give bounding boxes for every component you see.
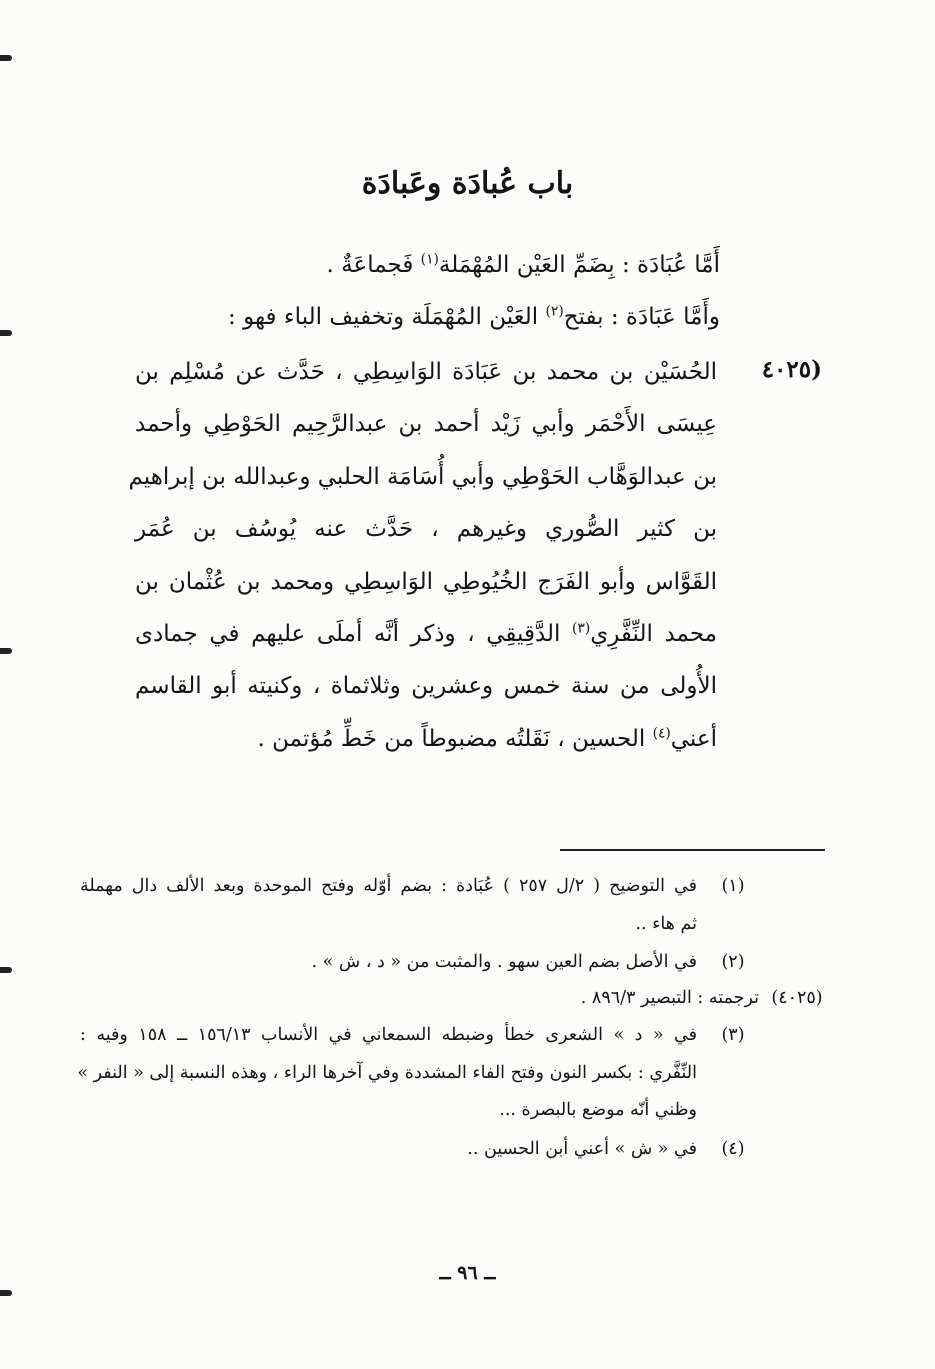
footnote-text: في « ش » أعني أبن الحسين .. <box>467 1139 697 1159</box>
entry-line: بن عبدالوَهَّاب الحَوْطِي وأبي أُسَامَة الحلبي وعبدالله بن إبراهيم <box>128 463 717 490</box>
entry-line: القَوَّاس وأبو الفَرَج الخُيُوطِي الوَاسِطِي ومحمد بن عُثْمان بن <box>135 568 717 595</box>
footnote-ref-4: (٤) <box>652 725 671 742</box>
intro-line-2 <box>135 303 720 330</box>
footnote-number: (٢) <box>721 952 745 972</box>
footnote-3-continued: وظني أنّه موضع بالبصرة ... <box>499 1100 697 1120</box>
intro-line-1-end: فَجماعَةٌ . <box>326 252 421 278</box>
footnote-number: (٤٠٢٥) <box>771 988 823 1008</box>
entry-number: (٤٠٢٥ <box>761 356 822 383</box>
entry-4025 <box>128 346 718 765</box>
entry-line: بن كثير الصُّوري وغيرهم ، حَدَّث عنه يُوسُف بن عُمَر <box>135 516 717 543</box>
entry-line-6-end: الدَّقِيقِي ، وذكر أنَّه أملَى عليهم في جمادى <box>135 621 573 648</box>
intro-line-2-end: العَيْن المُهْمَلَة وتخفيف الباء فهو : <box>228 304 546 330</box>
entry-line: عِيسَى الأَحْمَر وأبي زَيْد أحمد بن عبدالرَّحِيم الحَوْطِي وأحمد <box>135 411 717 438</box>
footnote-separator <box>560 849 825 851</box>
scan-edge-mark <box>0 330 12 336</box>
footnote-text: في الأصل بضم العين سهو . والمثبت من « د ، ش » . <box>311 952 697 972</box>
footnote-text: في « د » الشعرى خطأ وضبطه السمعاني في الأنساب ١٥٦/١٣ ــ ١٥٨ وفيه : <box>80 1025 697 1045</box>
footnote-number: (٣) <box>721 1025 745 1045</box>
scan-edge-mark <box>0 648 12 654</box>
entry-line <box>135 713 717 765</box>
scan-edge-mark <box>0 55 12 61</box>
scan-edge-mark <box>0 1290 12 1296</box>
entry-line-6-text: محمد النِّفَّرِي <box>590 621 718 648</box>
footnote-ref-3: (٣) <box>572 620 591 637</box>
entry-line: الأُولى من سنة خمس وعشرين وثلاثماة ، وكنيته أبو القاسم <box>135 673 717 700</box>
intro-line-1 <box>135 251 720 278</box>
scan-edge-mark <box>0 967 12 973</box>
footnote-number: (١) <box>721 876 745 896</box>
page-number: ــ ٩٦ ــ <box>439 1262 496 1284</box>
footnote-1-continued: ثم هاء .. <box>635 914 697 934</box>
intro-line-1-text: أَمَّا عُبَادَة : بِضَمِّ العَيْن المُهْمَلة <box>438 252 720 278</box>
entry-line-8-end: الحسين ، نَقَلتُه مضبوطاً من خَطِّ مُؤتمن . <box>257 725 653 752</box>
footnote-text: ترجمته : التبصير ٨٩٦/٣ . <box>580 988 759 1008</box>
entry-line-8-text: أعني <box>670 725 717 752</box>
intro-line-2-text: وأَمَّا عَبَادَة : بفتح <box>563 304 720 330</box>
footnote-text: في التوضيح ( ٢/ل ٢٥٧ ) عُبَادة : بضم أوّله وفتح الموحدة وبعد الألف دال مهملة <box>80 876 697 896</box>
chapter-title: باب عُبادَة وعَبادَة <box>361 166 574 201</box>
entry-line: الحُسَيْن بن محمد بن عَبَادَة الوَاسِطِي ، حَدَّث عن مُسْلِم بن <box>135 359 717 385</box>
footnote-3-continued: النِّفَّري : بكسر النون وفتح الفاء المشددة وفي آخرها الراء ، وهذه النسبة إلى « النفر » <box>77 1063 697 1083</box>
entry-line <box>135 608 717 660</box>
footnote-number: (٤) <box>721 1139 745 1159</box>
footnote-ref-1: (١) <box>420 251 439 268</box>
footnote-ref-2: (٢) <box>545 303 564 320</box>
